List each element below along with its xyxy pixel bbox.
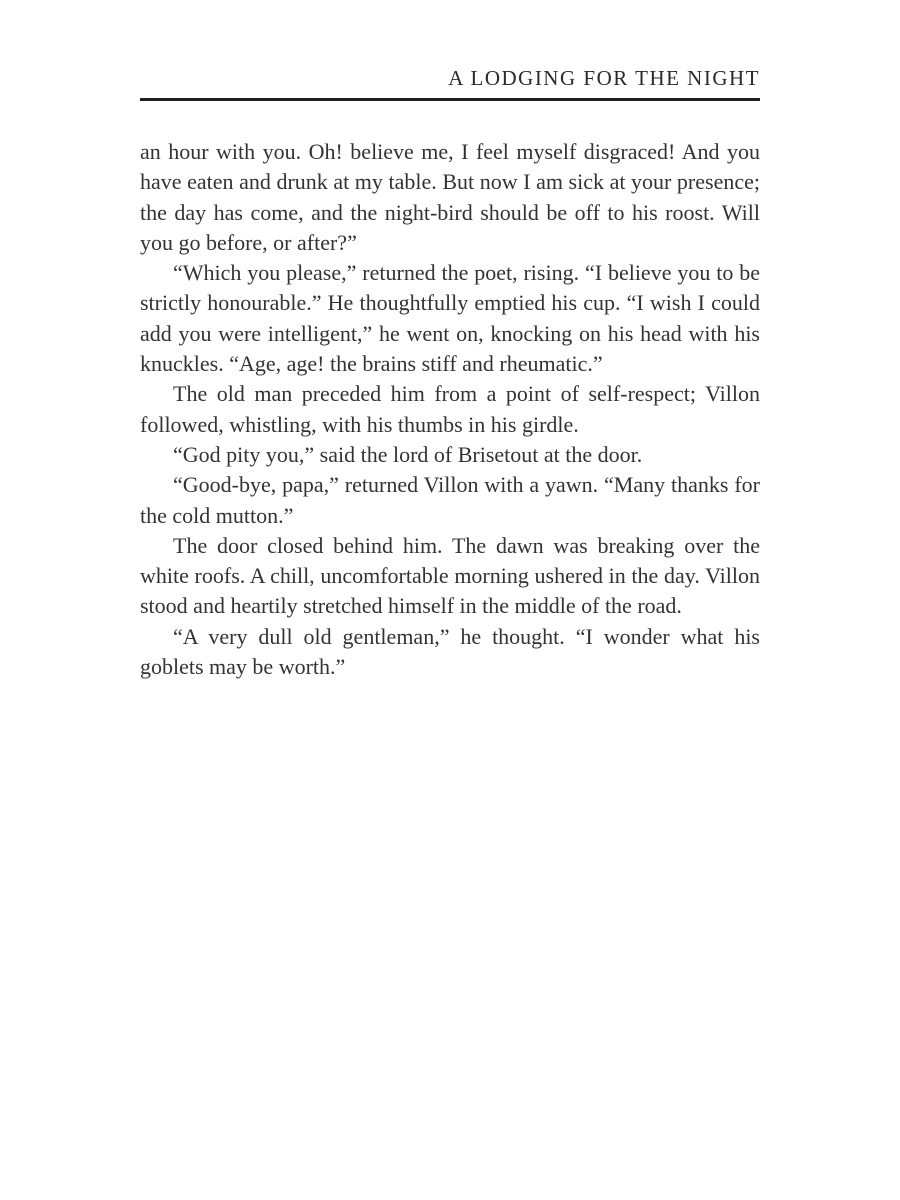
paragraph: The door closed behind him. The dawn was breaking over the white roofs. A chill, uncomfortable morning ushered in the day. Villon stood and heartily stretched himself in the middle of the road. — [140, 532, 760, 619]
paragraph: “A very dull old gentleman,” he thought. “I wonder what his goblets may be worth.” — [140, 623, 760, 680]
paragraph: “Good-bye, papa,” returned Villon with a yawn. “Many thanks for the cold mutton.” — [140, 472, 760, 528]
running-header — [140, 0, 760, 101]
page-content — [140, 0, 760, 682]
paragraph: an hour with you. Oh! believe me, I feel myself disgraced! And you have eaten and drunk at my table. But now I am sick at your presence; the day has come, and the night-bird should be off to his roost. Will you go before, or after?” — [140, 139, 760, 255]
body-text — [140, 137, 760, 682]
paragraph: “Which you please,” returned the poet, rising. “I believe you to be strictly honourable.” He thoughtfully emptied his cup. “I wish I could add you were intelligent,” he went on, knocking on his head with his knuckles. “Age, age! the brains stiff and rheumatic.” — [140, 260, 760, 377]
paragraph: “God pity you,” said the lord of Brisetout at the door. — [173, 441, 643, 467]
paragraph: The old man preceded him from a point of self-respect; Villon followed, whistling, with his thumbs in his girdle. — [140, 381, 760, 437]
running-header-title: A LODGING FOR THE NIGHT — [448, 66, 760, 90]
